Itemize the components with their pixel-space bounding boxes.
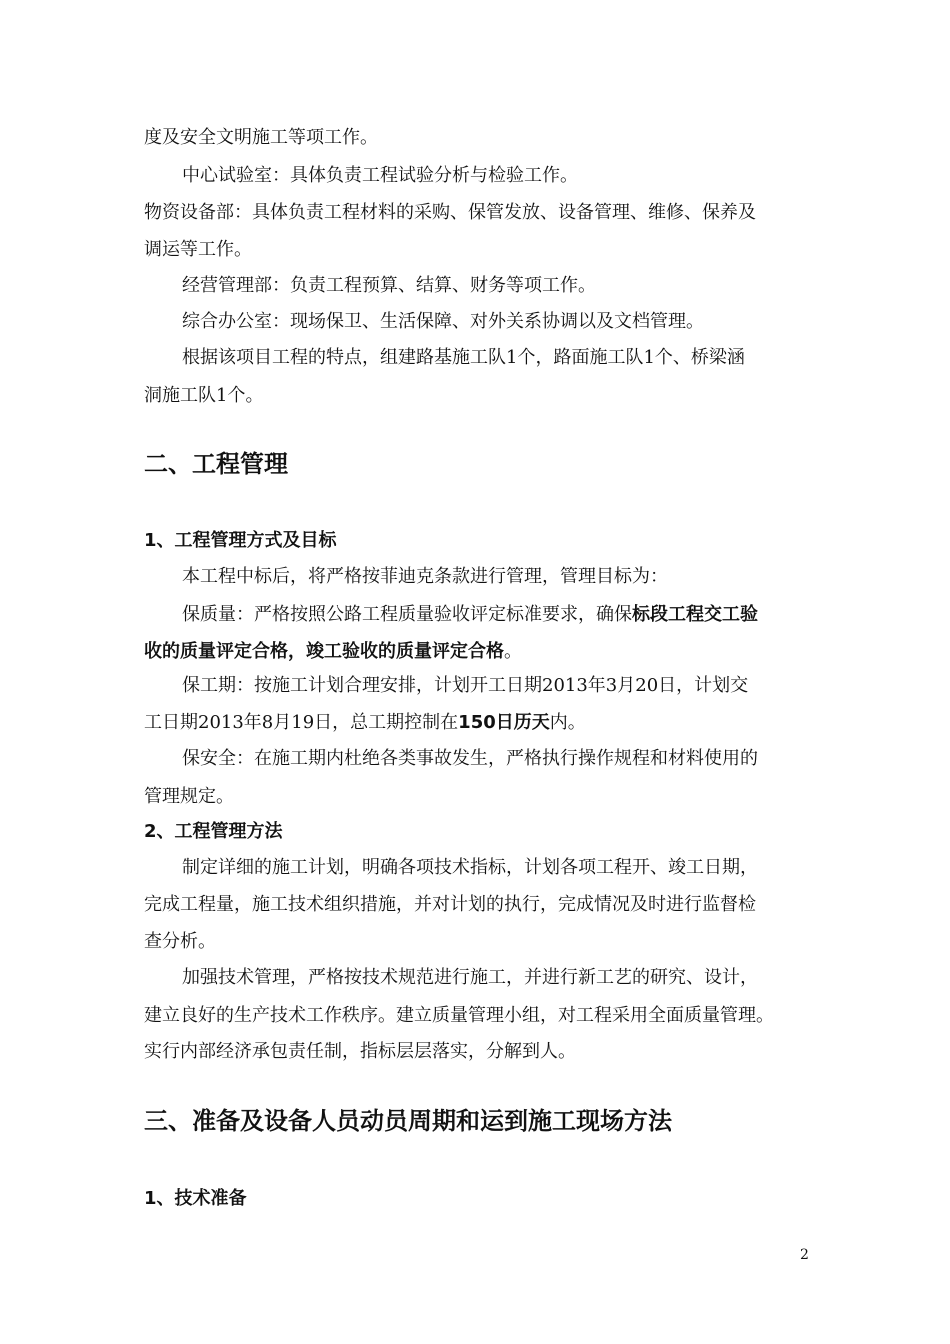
paragraph-line: 加强技术管理，严格按技术规范进行施工，并进行新工艺的研究、设计，	[182, 967, 758, 988]
bold-text: 标段工程交工验	[632, 604, 758, 625]
paragraph-line: 中心试验室：具体负责工程试验分析与检验工作。	[182, 165, 578, 186]
subsection-heading: 2、工程管理方法	[144, 821, 283, 842]
page-number: 2	[800, 1247, 809, 1263]
paragraph-line: 洞施工队1个。	[144, 385, 264, 406]
paragraph-line: 根据该项目工程的特点，组建路基施工队1个，路面施工队1个、桥梁涵	[182, 347, 745, 368]
paragraph-line: 制定详细的施工计划，明确各项技术指标，计划各项工程开、竣工日期，	[182, 857, 758, 878]
paragraph-line: 经营管理部：负责工程预算、结算、财务等项工作。	[182, 275, 596, 296]
paragraph-line	[182, 603, 758, 627]
paragraph-line: 管理规定。	[144, 786, 234, 807]
paragraph-line: 查分析。	[144, 931, 216, 952]
paragraph-line: 保安全：在施工期内杜绝各类事故发生，严格执行操作规程和材料使用的	[182, 748, 758, 769]
bold-text: 收的质量评定合格，竣工验收的质量评定合格	[144, 641, 504, 662]
paragraph-line: 物资设备部：具体负责工程材料的采购、保管发放、设备管理、维修、保养及	[144, 202, 756, 223]
paragraph-line: 建立良好的生产技术工作秩序。建立质量管理小组，对工程采用全面质量管理。	[144, 1005, 774, 1026]
paragraph-line: 度及安全文明施工等项工作。	[144, 127, 378, 148]
subsection-heading: 1、工程管理方式及目标	[144, 530, 337, 551]
paragraph-line	[144, 711, 586, 735]
section-heading: 二、工程管理	[144, 450, 288, 478]
paragraph-line: 调运等工作。	[144, 239, 252, 260]
section-heading: 三、准备及设备人员动员周期和运到施工现场方法	[144, 1107, 672, 1135]
paragraph-line	[144, 640, 522, 664]
paragraph-line: 综合办公室：现场保卫、生活保障、对外关系协调以及文档管理。	[182, 311, 704, 332]
text-run: 内。	[549, 712, 586, 733]
text-run: 。	[504, 641, 522, 662]
paragraph-line: 完成工程量，施工技术组织措施，并对计划的执行，完成情况及时进行监督检	[144, 894, 756, 915]
subsection-heading: 1、技术准备	[144, 1188, 247, 1209]
text-run: 工日期2013年8月19日，总工期控制在	[144, 712, 459, 733]
paragraph-line: 实行内部经济承包责任制，指标层层落实，分解到人。	[144, 1041, 576, 1062]
paragraph-line: 本工程中标后，将严格按菲迪克条款进行管理，管理目标为：	[182, 566, 668, 587]
text-run: 保质量：严格按照公路工程质量验收评定标准要求，确保	[182, 604, 632, 625]
bold-text: 150日历天	[458, 712, 550, 733]
paragraph-line: 保工期：按施工计划合理安排，计划开工日期2013年3月20日，计划交	[182, 675, 749, 696]
